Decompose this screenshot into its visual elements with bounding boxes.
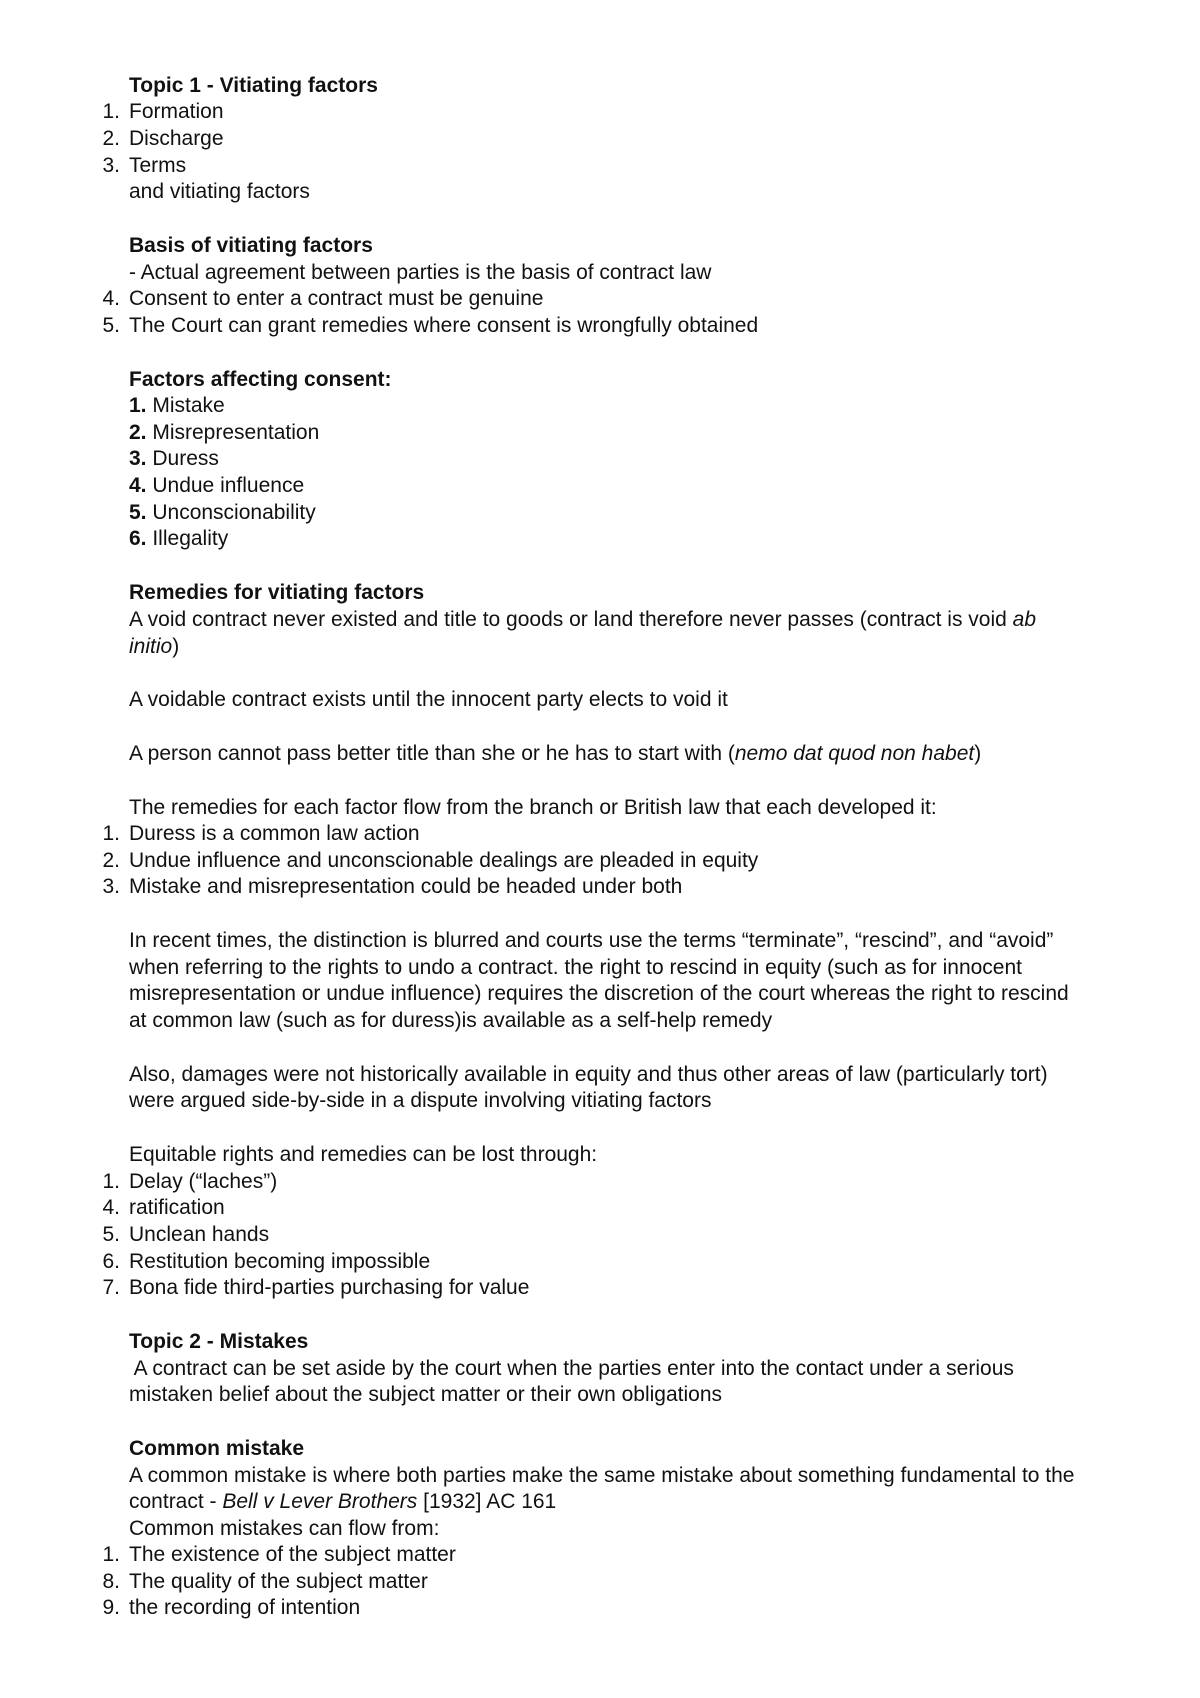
paragraph-line: A contract can be set aside by the court when the parties enter into the contact under a serious <box>129 1357 1014 1380</box>
paragraph-line: were argued side-by-side in a dispute involving vitiating factors <box>129 1089 712 1112</box>
common-mistake-heading: Common mistake <box>129 1437 305 1460</box>
list-item: 7. Bona fide third-parties purchasing for value <box>102 1276 530 1299</box>
paragraph-line: when referring to the rights to undo a contract. the right to rescind in equity (such as for innocent <box>129 956 1022 979</box>
factor-item: 3. Duress <box>129 447 219 470</box>
list-item: 8. The quality of the subject matter <box>102 1570 428 1593</box>
list-item: 2. Discharge <box>102 127 224 150</box>
list-item: 9. the recording of intention <box>102 1596 361 1619</box>
basis-heading: Basis of vitiating factors <box>129 234 373 257</box>
paragraph-line: A common mistake is where both parties make the same mistake about something fundamental to the <box>129 1464 1075 1487</box>
factor-item: 5. Unconscionability <box>129 501 316 524</box>
topic2-title: Topic 2 - Mistakes <box>129 1330 309 1353</box>
remedies-heading: Remedies for vitiating factors <box>129 581 425 604</box>
list-item: 1. Formation <box>102 100 224 123</box>
factors-heading: Factors affecting consent: <box>129 368 392 391</box>
factor-item: 1. Mistake <box>129 394 225 417</box>
paragraph-line: at common law (such as for duress)is available as a self-help remedy <box>129 1009 773 1032</box>
list-item: 2. Undue influence and unconscionable dealings are pleaded in equity <box>102 849 759 872</box>
paragraph-line: initio) <box>129 635 180 658</box>
paragraph-line: The remedies for each factor flow from the branch or British law that each developed it: <box>129 796 937 819</box>
paragraph-line: A voidable contract exists until the innocent party elects to void it <box>129 688 728 711</box>
factor-item: 6. Illegality <box>129 527 229 550</box>
factor-item: 4. Undue influence <box>129 474 305 497</box>
list-item: 1. Delay (“laches”) <box>102 1170 278 1193</box>
list-item: 6. Restitution becoming impossible <box>102 1250 431 1273</box>
list-item: 4. ratification <box>102 1196 225 1219</box>
list-item: 4. Consent to enter a contract must be genuine <box>102 287 544 310</box>
paragraph-line: Equitable rights and remedies can be lost through: <box>129 1143 598 1166</box>
paragraph-line: A person cannot pass better title than she or he has to start with (nemo dat quod non habet) <box>129 742 982 765</box>
list-item: 1. The existence of the subject matter <box>102 1543 456 1566</box>
factor-item: 2. Misrepresentation <box>129 421 320 444</box>
list-item: 1. Duress is a common law action <box>102 822 420 845</box>
paragraph-line: contract - Bell v Lever Brothers [1932] AC 161 <box>129 1490 557 1513</box>
list-item: 3. Terms <box>102 154 187 177</box>
paragraph-line: In recent times, the distinction is blurred and courts use the terms “terminate”, “rescind”, and “avoid” <box>129 929 1054 952</box>
paragraph-line: Also, damages were not historically available in equity and thus other areas of law (particularly tort) <box>129 1063 1048 1086</box>
paragraph-line: misrepresentation or undue influence) requires the discretion of the court whereas the right to rescind <box>129 982 1069 1005</box>
list-item: 5. Unclean hands <box>102 1223 270 1246</box>
list-item: 3. Mistake and misrepresentation could be headed under both <box>102 875 683 898</box>
paragraph-line: mistaken belief about the subject matter or their own obligations <box>129 1383 722 1406</box>
list-item: 5. The Court can grant remedies where consent is wrongfully obtained <box>102 314 759 337</box>
topic1-title: Topic 1 - Vitiating factors <box>129 74 378 97</box>
paragraph-line: Common mistakes can flow from: <box>129 1517 440 1540</box>
basis-dash-line: - Actual agreement between parties is the basis of contract law <box>129 261 712 284</box>
paragraph-line: A void contract never existed and title to goods or land therefore never passes (contract is void ab <box>129 608 1037 631</box>
list-continuation: and vitiating factors <box>129 180 310 203</box>
